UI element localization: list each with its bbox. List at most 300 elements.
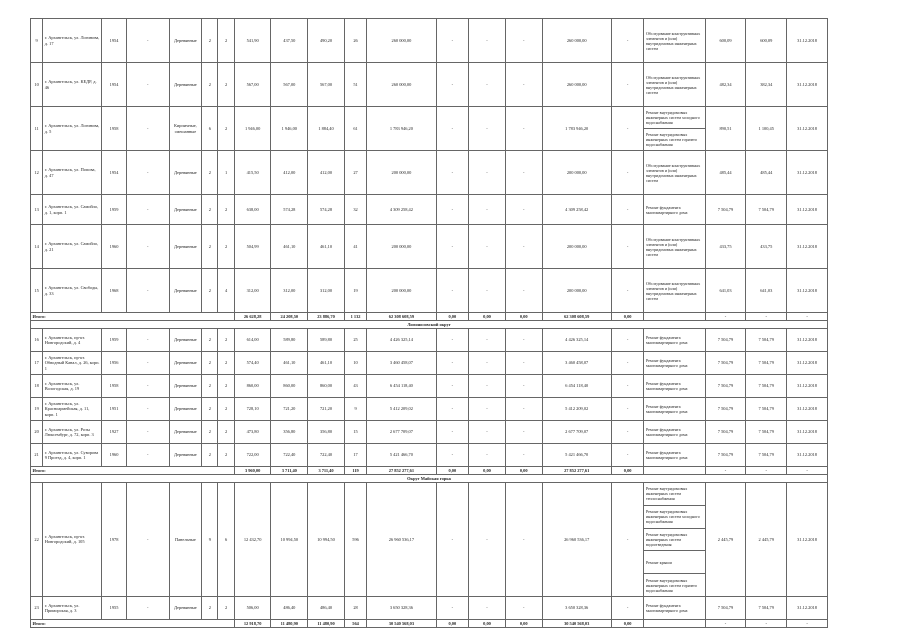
- cell-f3: -: [505, 483, 542, 597]
- cell-floors: 2: [202, 63, 218, 107]
- completion-date-cell: 31.12.2018: [787, 444, 828, 467]
- max-unit-cost-cell: 7 504,79: [746, 352, 787, 375]
- work-type-cell: Ремонт фундамента многоквартирного дома: [644, 444, 705, 467]
- cell-ent: 2: [218, 596, 234, 619]
- cell-a3: 721,20: [308, 398, 345, 421]
- total-date: -: [787, 619, 828, 627]
- cell-f5: -: [611, 195, 644, 225]
- row-number: 13: [31, 195, 43, 225]
- cell-a1: 506,00: [234, 596, 271, 619]
- cell-mat: Деревянные: [169, 375, 202, 398]
- cell-f4: 5 412 209,02: [542, 398, 611, 421]
- district-header-row: [31, 475, 828, 483]
- cell-floors: 9: [202, 483, 218, 597]
- max-unit-cost-cell: 7 504,79: [746, 375, 787, 398]
- cell-a1: 860,00: [234, 375, 271, 398]
- cell-f4: 4 309 258,42: [542, 195, 611, 225]
- cell-a1: 1 946,00: [234, 107, 271, 151]
- total-f1: 0,00: [436, 313, 469, 321]
- cell-floors: 2: [202, 329, 218, 352]
- cell-year: 1978: [102, 483, 126, 597]
- cell-f3: -: [505, 225, 542, 269]
- unit-cost-cell: 482,34: [705, 63, 746, 107]
- cell-f1: -: [436, 107, 469, 151]
- cell-f3: -: [505, 151, 542, 195]
- cell-f2: -: [469, 444, 506, 467]
- table-row: [31, 329, 828, 352]
- max-unit-cost-cell: 7 504,79: [746, 195, 787, 225]
- cell-mat_col: -: [126, 19, 169, 63]
- cell-ent: 2: [218, 19, 234, 63]
- total-f1: 0,00: [436, 619, 469, 627]
- cell-year: 1960: [102, 444, 126, 467]
- cell-a3: 461,10: [308, 225, 345, 269]
- row-number: 9: [31, 19, 43, 63]
- cell-f5: -: [611, 596, 644, 619]
- address-cell: г. Архангельск, ул. Розы Люксембург, д. 72, корп. 3: [43, 421, 102, 444]
- cell-f4: 1 783 946,20: [542, 107, 611, 151]
- unit-cost-cell: 7 504,79: [705, 195, 746, 225]
- total-label: Итого:: [31, 313, 235, 321]
- cell-f1: -: [436, 421, 469, 444]
- cell-mat: Деревянные: [169, 19, 202, 63]
- cell-floors: 2: [202, 444, 218, 467]
- cell-res: 43: [344, 375, 366, 398]
- cell-f2: -: [469, 352, 506, 375]
- cell-a3: 10 994,50: [308, 483, 345, 597]
- cell-year: 1954: [102, 19, 126, 63]
- cell-cost: 5 421 466,70: [367, 444, 436, 467]
- work-type-cell: Ремонт фундамента многоквартирного дома: [644, 596, 705, 619]
- cell-f2: -: [469, 151, 506, 195]
- unit-cost-cell: 641,03: [705, 269, 746, 313]
- cell-f5: -: [611, 225, 644, 269]
- cell-f3: -: [505, 375, 542, 398]
- work-type-cell: Ремонт внутридомовых инженерных систем холодного водоснабжения: [644, 505, 705, 528]
- max-unit-cost-cell: 382,34: [746, 63, 787, 107]
- cell-a3: 589,80: [308, 329, 345, 352]
- total-a2: 11 480,90: [271, 619, 308, 627]
- district-header: Ломоносовский округ: [31, 321, 828, 329]
- row-number: 11: [31, 107, 43, 151]
- row-number: 18: [31, 375, 43, 398]
- completion-date-cell: 31.12.2018: [787, 225, 828, 269]
- cell-res: 26: [344, 19, 366, 63]
- total-f2: 0,00: [469, 467, 506, 475]
- cell-year: 1959: [102, 329, 126, 352]
- cell-f2: -: [469, 107, 506, 151]
- document-sheet: [30, 18, 828, 628]
- cell-res: 15: [344, 421, 366, 444]
- max-unit-cost-cell: 1 100,45: [746, 107, 787, 151]
- max-unit-cost-cell: 7 504,79: [746, 444, 787, 467]
- completion-date-cell: 31.12.2018: [787, 375, 828, 398]
- cell-res: 17: [344, 444, 366, 467]
- cell-f2: -: [469, 375, 506, 398]
- cell-f4: 4 426 325,14: [542, 329, 611, 352]
- cell-year: 1956: [102, 352, 126, 375]
- total-row: [31, 467, 828, 475]
- cell-mat: Панельные: [169, 483, 202, 597]
- total-row: [31, 313, 828, 321]
- cell-cost: 200 000,00: [367, 225, 436, 269]
- completion-date-cell: 31.12.2018: [787, 195, 828, 225]
- table-row: [31, 225, 828, 269]
- cell-a3: 860,00: [308, 375, 345, 398]
- cell-f2: -: [469, 19, 506, 63]
- cell-a2: 356,80: [271, 421, 308, 444]
- cell-f3: -: [505, 444, 542, 467]
- total-cost: 62 308 608,59: [367, 313, 436, 321]
- address-cell: г. Архангельск, пр-кт. Обводный Канал, д. 26, корп. 1: [43, 352, 102, 375]
- cell-f1: -: [436, 375, 469, 398]
- cell-a3: 1 884,40: [308, 107, 345, 151]
- cell-floors: 2: [202, 195, 218, 225]
- total-unit-cost: -: [705, 467, 746, 475]
- table-row: [31, 483, 828, 506]
- cell-mat: Деревянные: [169, 195, 202, 225]
- total-date: -: [787, 313, 828, 321]
- cell-a1: 541,90: [234, 19, 271, 63]
- work-type-cell: Ремонт фундамента многоквартирного дома: [644, 352, 705, 375]
- cell-f1: -: [436, 329, 469, 352]
- cell-a2: 860,00: [271, 375, 308, 398]
- cell-f4: 200 000,00: [542, 225, 611, 269]
- cell-a1: 567,00: [234, 63, 271, 107]
- cell-f2: -: [469, 329, 506, 352]
- completion-date-cell: 31.12.2018: [787, 483, 828, 597]
- cell-res: 25: [344, 329, 366, 352]
- cell-f4: 26 960 536,17: [542, 483, 611, 597]
- cell-mat_col: -: [126, 107, 169, 151]
- address-cell: г. Архангельск, ул. Вологодская, д. 19: [43, 375, 102, 398]
- total-cost: 30 540 568,03: [367, 619, 436, 627]
- work-type-cell: Ремонт фундамента многоквартирного дома: [644, 398, 705, 421]
- work-type-cell: Обследование конструктивных элементов и (или) внутридомовых инженерных систем: [644, 19, 705, 63]
- completion-date-cell: 31.12.2018: [787, 329, 828, 352]
- cell-f3: -: [505, 195, 542, 225]
- total-work-type: [644, 313, 705, 321]
- max-unit-cost-cell: 641,03: [746, 269, 787, 313]
- address-cell: г. Архангельск, ул. Красноармейская, д. 11, корп. 1: [43, 398, 102, 421]
- cell-cost: 26 960 536,17: [367, 483, 436, 597]
- cell-ent: 2: [218, 398, 234, 421]
- max-unit-cost-cell: 7 504,79: [746, 329, 787, 352]
- cell-f4: 3 650 328,36: [542, 596, 611, 619]
- total-row: [31, 619, 828, 627]
- cell-f1: -: [436, 596, 469, 619]
- cell-mat: Деревянные: [169, 63, 202, 107]
- cell-cost: 260 000,00: [367, 19, 436, 63]
- total-label: Итого:: [31, 619, 235, 627]
- cell-f5: -: [611, 444, 644, 467]
- address-cell: г. Архангельск, ул. Приморская, д. 3: [43, 596, 102, 619]
- table-row: [31, 444, 828, 467]
- cell-year: 1954: [102, 151, 126, 195]
- cell-f5: -: [611, 151, 644, 195]
- total-a2: 3 711,40: [271, 467, 308, 475]
- cell-mat: Деревянные: [169, 421, 202, 444]
- total-a1: 12 918,70: [234, 619, 271, 627]
- cell-year: 1958: [102, 107, 126, 151]
- address-cell: г. Архангельск, ул. Суворова 9 Проезд, д. 4, корп. 1: [43, 444, 102, 467]
- total-label: Итого:: [31, 467, 235, 475]
- work-type-cell: Ремонт внутридомовых инженерных систем водоотведения: [644, 528, 705, 551]
- cell-mat_col: -: [126, 151, 169, 195]
- cell-res: 51: [344, 63, 366, 107]
- unit-cost-cell: 890,51: [705, 107, 746, 151]
- table-row: [31, 352, 828, 375]
- cell-a1: 614,00: [234, 329, 271, 352]
- total-a1: 26 628,28: [234, 313, 271, 321]
- completion-date-cell: 31.12.2018: [787, 421, 828, 444]
- cell-cost: 3 650 328,36: [367, 596, 436, 619]
- cell-a3: 356,80: [308, 421, 345, 444]
- cell-f4: 260 000,00: [542, 63, 611, 107]
- cell-f5: -: [611, 421, 644, 444]
- cell-f3: -: [505, 107, 542, 151]
- total-f3: 0,00: [505, 313, 542, 321]
- cell-f5: -: [611, 269, 644, 313]
- cell-f2: -: [469, 63, 506, 107]
- cell-mat_col: -: [126, 195, 169, 225]
- cell-res: 10: [344, 352, 366, 375]
- table-row: [31, 19, 828, 63]
- table-body: [31, 19, 828, 628]
- cell-f4: 5 421 466,70: [542, 444, 611, 467]
- cell-a2: 486,40: [271, 596, 308, 619]
- cell-a2: 721,20: [271, 398, 308, 421]
- cell-floors: 2: [202, 421, 218, 444]
- total-f5: 0,00: [611, 313, 644, 321]
- cell-a1: 638,00: [234, 195, 271, 225]
- max-unit-cost-cell: 7 504,79: [746, 421, 787, 444]
- completion-date-cell: 31.12.2018: [787, 19, 828, 63]
- cell-a3: 490,20: [308, 19, 345, 63]
- cell-f3: -: [505, 269, 542, 313]
- cell-ent: 6: [218, 483, 234, 597]
- cell-ent: 1: [218, 151, 234, 195]
- cell-f5: -: [611, 19, 644, 63]
- cell-mat_col: -: [126, 398, 169, 421]
- max-unit-cost-cell: 2 445,79: [746, 483, 787, 597]
- row-number: 23: [31, 596, 43, 619]
- work-type-cell: Ремонт внутридомовых инженерных систем горячего водоснабжения: [644, 574, 705, 597]
- total-a1: 3 960,00: [234, 467, 271, 475]
- cell-a3: 486,40: [308, 596, 345, 619]
- unit-cost-cell: 2 445,79: [705, 483, 746, 597]
- cell-cost: 200 000,00: [367, 151, 436, 195]
- address-cell: г. Архангельск, ул. Логинова, д. 5: [43, 107, 102, 151]
- max-unit-cost-cell: 7 504,79: [746, 596, 787, 619]
- cell-f1: -: [436, 352, 469, 375]
- cell-f5: -: [611, 329, 644, 352]
- cell-ent: 2: [218, 352, 234, 375]
- address-cell: г. Архангельск, ул. Самойло, д. 21: [43, 225, 102, 269]
- cell-mat_col: -: [126, 225, 169, 269]
- cell-a2: 312,00: [271, 269, 308, 313]
- cell-mat: Деревянные: [169, 151, 202, 195]
- cell-f2: -: [469, 398, 506, 421]
- cell-ent: 2: [218, 63, 234, 107]
- cell-mat_col: -: [126, 596, 169, 619]
- table-row: [31, 151, 828, 195]
- total-a3: 11 480,90: [308, 619, 345, 627]
- cell-mat: Деревянные: [169, 596, 202, 619]
- cell-a2: 567,00: [271, 63, 308, 107]
- cell-f3: -: [505, 329, 542, 352]
- repair-program-table: [30, 18, 828, 628]
- cell-cost: 1 783 946,20: [367, 107, 436, 151]
- cell-year: 1951: [102, 398, 126, 421]
- cell-f5: -: [611, 107, 644, 151]
- cell-f5: -: [611, 63, 644, 107]
- cell-mat_col: -: [126, 421, 169, 444]
- work-type-cell: Ремонт внутридомовых инженерных систем теплоснабжения: [644, 483, 705, 506]
- cell-res: 9: [344, 398, 366, 421]
- total-f5: 0,00: [611, 467, 644, 475]
- cell-f3: -: [505, 421, 542, 444]
- cell-cost: 4 426 325,14: [367, 329, 436, 352]
- work-type-cell: Ремонт внутридомовых инженерных систем горячего водоснабжения: [644, 129, 705, 151]
- max-unit-cost-cell: 7 504,79: [746, 398, 787, 421]
- cell-floors: 2: [202, 225, 218, 269]
- cell-year: 1959: [102, 195, 126, 225]
- completion-date-cell: 31.12.2018: [787, 352, 828, 375]
- cell-a2: 10 994,50: [271, 483, 308, 597]
- cell-f1: -: [436, 444, 469, 467]
- address-cell: г. Архангельск, ул. Попова, д. 47: [43, 151, 102, 195]
- completion-date-cell: 31.12.2018: [787, 107, 828, 151]
- address-cell: г. Архангельск, ул. Самойло, д. 1, корп. 1: [43, 195, 102, 225]
- cell-mat: Деревянные: [169, 352, 202, 375]
- cell-mat_col: -: [126, 63, 169, 107]
- total-max-unit-cost: -: [746, 619, 787, 627]
- cell-year: 1958: [102, 375, 126, 398]
- cell-a3: 574,28: [308, 195, 345, 225]
- cell-mat: Деревянные: [169, 269, 202, 313]
- cell-res: 27: [344, 151, 366, 195]
- district-header-row: [31, 321, 828, 329]
- cell-f2: -: [469, 421, 506, 444]
- work-type-cell: Ремонт фундамента многоквартирного дома: [644, 195, 705, 225]
- cell-cost: 5 412 209,02: [367, 398, 436, 421]
- table-row: [31, 107, 828, 129]
- cell-f3: -: [505, 596, 542, 619]
- row-number: 12: [31, 151, 43, 195]
- total-f3: 0,00: [505, 467, 542, 475]
- cell-a1: 12 432,70: [234, 483, 271, 597]
- cell-ent: 2: [218, 375, 234, 398]
- cell-f2: -: [469, 225, 506, 269]
- table-row: [31, 596, 828, 619]
- cell-floors: 2: [202, 375, 218, 398]
- total-work-type: [644, 619, 705, 627]
- table-row: [31, 195, 828, 225]
- cell-a2: 437,50: [271, 19, 308, 63]
- cell-f4: 6 454 118,40: [542, 375, 611, 398]
- cell-a1: 312,00: [234, 269, 271, 313]
- cell-f2: -: [469, 195, 506, 225]
- cell-ent: 2: [218, 421, 234, 444]
- cell-year: 1954: [102, 63, 126, 107]
- table-row: [31, 375, 828, 398]
- cell-a1: 722,00: [234, 444, 271, 467]
- work-type-cell: Ремонт крыши: [644, 551, 705, 574]
- cell-floors: 2: [202, 596, 218, 619]
- unit-cost-cell: 433,75: [705, 225, 746, 269]
- cell-f1: -: [436, 63, 469, 107]
- cell-f1: -: [436, 398, 469, 421]
- cell-f2: -: [469, 269, 506, 313]
- cell-cost: 200 000,00: [367, 269, 436, 313]
- work-type-cell: Обследование конструктивных элементов и (или) внутридомовых инженерных систем: [644, 225, 705, 269]
- address-cell: г. Архангельск, ул. КЕДР, д. 46: [43, 63, 102, 107]
- total-res: 564: [344, 619, 366, 627]
- cell-ent: 2: [218, 195, 234, 225]
- total-f4: 62 308 608,59: [542, 313, 611, 321]
- cell-a3: 412,00: [308, 151, 345, 195]
- cell-mat_col: -: [126, 375, 169, 398]
- cell-floors: 2: [202, 151, 218, 195]
- unit-cost-cell: 7 504,79: [705, 352, 746, 375]
- row-number: 10: [31, 63, 43, 107]
- cell-year: 1927: [102, 421, 126, 444]
- district-header: Округ Майская горка: [31, 475, 828, 483]
- unit-cost-cell: 7 504,79: [705, 596, 746, 619]
- cell-mat_col: -: [126, 444, 169, 467]
- total-f5: 0,00: [611, 619, 644, 627]
- cell-f3: -: [505, 352, 542, 375]
- cell-f5: -: [611, 398, 644, 421]
- cell-f4: 3 460 458,07: [542, 352, 611, 375]
- cell-res: 41: [344, 225, 366, 269]
- unit-cost-cell: 7 504,79: [705, 329, 746, 352]
- total-date: -: [787, 467, 828, 475]
- total-max-unit-cost: -: [746, 467, 787, 475]
- cell-a3: 722,40: [308, 444, 345, 467]
- cell-cost: 4 309 258,42: [367, 195, 436, 225]
- cell-ent: 4: [218, 269, 234, 313]
- row-number: 16: [31, 329, 43, 352]
- row-number: 15: [31, 269, 43, 313]
- total-f3: 0,00: [505, 619, 542, 627]
- completion-date-cell: 31.12.2018: [787, 151, 828, 195]
- cell-floors: 6: [202, 107, 218, 151]
- cell-f4: 200 000,00: [542, 269, 611, 313]
- cell-f5: -: [611, 375, 644, 398]
- cell-f1: -: [436, 19, 469, 63]
- completion-date-cell: 31.12.2018: [787, 63, 828, 107]
- table-row: [31, 269, 828, 313]
- total-unit-cost: -: [705, 619, 746, 627]
- total-a2: 24 208,50: [271, 313, 308, 321]
- cell-cost: 6 454 118,40: [367, 375, 436, 398]
- cell-floors: 2: [202, 398, 218, 421]
- completion-date-cell: 31.12.2018: [787, 596, 828, 619]
- cell-floors: 2: [202, 19, 218, 63]
- unit-cost-cell: 485,44: [705, 151, 746, 195]
- cell-mat_col: -: [126, 329, 169, 352]
- cell-a1: 728,10: [234, 398, 271, 421]
- total-a3: 3 711,40: [308, 467, 345, 475]
- row-number: 14: [31, 225, 43, 269]
- cell-f4: 200 000,00: [542, 151, 611, 195]
- cell-res: 61: [344, 107, 366, 151]
- cell-cost: 2 677 709,07: [367, 421, 436, 444]
- total-a3: 23 886,70: [308, 313, 345, 321]
- address-cell: г. Архангельск, пр-кт. Новгородский, д. 4: [43, 329, 102, 352]
